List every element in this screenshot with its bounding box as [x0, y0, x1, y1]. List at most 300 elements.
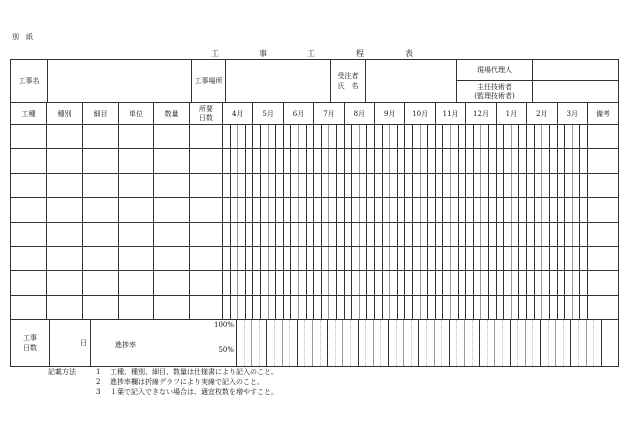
- schedule-cell[interactable]: [420, 295, 428, 319]
- schedule-cell[interactable]: [375, 198, 383, 222]
- table-cell[interactable]: [190, 125, 223, 149]
- site-field[interactable]: [226, 60, 331, 103]
- schedule-cell[interactable]: [397, 173, 405, 197]
- schedule-cell[interactable]: [314, 125, 322, 149]
- schedule-cell[interactable]: [473, 295, 481, 319]
- schedule-cell[interactable]: [511, 222, 519, 246]
- schedule-cell[interactable]: [451, 295, 459, 319]
- schedule-cell[interactable]: [549, 271, 557, 295]
- schedule-cell[interactable]: [344, 149, 352, 173]
- schedule-cell[interactable]: [230, 295, 238, 319]
- schedule-cell[interactable]: [390, 198, 398, 222]
- schedule-cell[interactable]: [299, 198, 307, 222]
- schedule-cell[interactable]: [238, 125, 246, 149]
- schedule-cell[interactable]: [253, 125, 261, 149]
- schedule-cell[interactable]: [572, 125, 580, 149]
- schedule-cell[interactable]: [344, 246, 352, 270]
- schedule-cell[interactable]: [511, 125, 519, 149]
- schedule-cell[interactable]: [223, 149, 231, 173]
- schedule-cell[interactable]: [481, 149, 489, 173]
- schedule-cell[interactable]: [527, 149, 535, 173]
- table-cell[interactable]: [119, 198, 154, 222]
- table-cell[interactable]: [154, 125, 190, 149]
- schedule-cell[interactable]: [314, 222, 322, 246]
- schedule-cell[interactable]: [489, 149, 497, 173]
- schedule-cell[interactable]: [489, 125, 497, 149]
- schedule-cell[interactable]: [299, 295, 307, 319]
- schedule-cell[interactable]: [565, 173, 573, 197]
- table-cell[interactable]: [154, 271, 190, 295]
- schedule-cell[interactable]: [329, 271, 337, 295]
- schedule-cell[interactable]: [321, 173, 329, 197]
- schedule-cell[interactable]: [344, 222, 352, 246]
- schedule-cell[interactable]: [420, 198, 428, 222]
- schedule-cell[interactable]: [405, 271, 413, 295]
- table-cell[interactable]: [11, 125, 47, 149]
- schedule-cell[interactable]: [397, 198, 405, 222]
- schedule-cell[interactable]: [283, 125, 291, 149]
- schedule-cell[interactable]: [504, 149, 512, 173]
- schedule-cell[interactable]: [580, 246, 588, 270]
- schedule-cell[interactable]: [223, 198, 231, 222]
- schedule-cell[interactable]: [276, 173, 284, 197]
- schedule-cell[interactable]: [542, 198, 550, 222]
- schedule-cell[interactable]: [504, 246, 512, 270]
- table-cell[interactable]: [190, 271, 223, 295]
- schedule-cell[interactable]: [268, 198, 276, 222]
- schedule-cell[interactable]: [451, 246, 459, 270]
- table-cell[interactable]: [190, 246, 223, 270]
- schedule-cell[interactable]: [291, 271, 299, 295]
- schedule-cell[interactable]: [291, 295, 299, 319]
- schedule-cell[interactable]: [420, 222, 428, 246]
- table-cell[interactable]: [11, 295, 47, 319]
- schedule-cell[interactable]: [337, 198, 345, 222]
- progress-chart-area[interactable]: [237, 320, 619, 367]
- schedule-cell[interactable]: [504, 295, 512, 319]
- schedule-cell[interactable]: [473, 198, 481, 222]
- schedule-cell[interactable]: [534, 173, 542, 197]
- schedule-cell[interactable]: [496, 149, 504, 173]
- schedule-cell[interactable]: [291, 173, 299, 197]
- schedule-cell[interactable]: [352, 198, 360, 222]
- schedule-cell[interactable]: [542, 149, 550, 173]
- schedule-cell[interactable]: [580, 125, 588, 149]
- schedule-cell[interactable]: [549, 173, 557, 197]
- schedule-cell[interactable]: [329, 246, 337, 270]
- table-cell[interactable]: [11, 222, 47, 246]
- schedule-cell[interactable]: [511, 246, 519, 270]
- table-cell[interactable]: [83, 246, 119, 270]
- schedule-cell[interactable]: [238, 198, 246, 222]
- schedule-cell[interactable]: [527, 198, 535, 222]
- schedule-cell[interactable]: [321, 295, 329, 319]
- schedule-cell[interactable]: [580, 271, 588, 295]
- schedule-cell[interactable]: [390, 295, 398, 319]
- schedule-cell[interactable]: [557, 149, 565, 173]
- schedule-cell[interactable]: [572, 271, 580, 295]
- table-cell[interactable]: [47, 295, 83, 319]
- schedule-cell[interactable]: [580, 149, 588, 173]
- schedule-cell[interactable]: [549, 125, 557, 149]
- schedule-cell[interactable]: [253, 246, 261, 270]
- schedule-cell[interactable]: [527, 295, 535, 319]
- schedule-cell[interactable]: [299, 222, 307, 246]
- schedule-cell[interactable]: [390, 173, 398, 197]
- table-cell[interactable]: [47, 222, 83, 246]
- table-cell[interactable]: [11, 198, 47, 222]
- schedule-cell[interactable]: [253, 198, 261, 222]
- schedule-cell[interactable]: [382, 125, 390, 149]
- schedule-cell[interactable]: [276, 271, 284, 295]
- schedule-cell[interactable]: [390, 222, 398, 246]
- schedule-cell[interactable]: [572, 198, 580, 222]
- schedule-cell[interactable]: [359, 295, 367, 319]
- schedule-cell[interactable]: [283, 271, 291, 295]
- schedule-cell[interactable]: [451, 149, 459, 173]
- schedule-cell[interactable]: [291, 246, 299, 270]
- remarks-cell[interactable]: [587, 149, 618, 173]
- schedule-cell[interactable]: [557, 271, 565, 295]
- schedule-cell[interactable]: [542, 173, 550, 197]
- schedule-cell[interactable]: [557, 295, 565, 319]
- schedule-cell[interactable]: [527, 173, 535, 197]
- schedule-cell[interactable]: [428, 222, 436, 246]
- schedule-cell[interactable]: [534, 271, 542, 295]
- contractor-field[interactable]: [366, 60, 457, 103]
- schedule-cell[interactable]: [352, 125, 360, 149]
- schedule-cell[interactable]: [230, 198, 238, 222]
- schedule-cell[interactable]: [230, 222, 238, 246]
- schedule-cell[interactable]: [321, 222, 329, 246]
- schedule-cell[interactable]: [329, 173, 337, 197]
- schedule-cell[interactable]: [473, 125, 481, 149]
- table-cell[interactable]: [190, 198, 223, 222]
- table-cell[interactable]: [154, 173, 190, 197]
- table-cell[interactable]: [11, 271, 47, 295]
- schedule-cell[interactable]: [253, 222, 261, 246]
- schedule-cell[interactable]: [238, 246, 246, 270]
- schedule-cell[interactable]: [443, 149, 451, 173]
- table-cell[interactable]: [119, 125, 154, 149]
- schedule-cell[interactable]: [443, 246, 451, 270]
- table-cell[interactable]: [119, 246, 154, 270]
- schedule-cell[interactable]: [420, 173, 428, 197]
- schedule-cell[interactable]: [268, 295, 276, 319]
- remarks-cell[interactable]: [587, 295, 618, 319]
- schedule-cell[interactable]: [489, 295, 497, 319]
- schedule-cell[interactable]: [291, 222, 299, 246]
- schedule-cell[interactable]: [542, 295, 550, 319]
- schedule-cell[interactable]: [511, 271, 519, 295]
- schedule-cell[interactable]: [443, 125, 451, 149]
- schedule-cell[interactable]: [276, 149, 284, 173]
- schedule-cell[interactable]: [565, 125, 573, 149]
- schedule-cell[interactable]: [511, 149, 519, 173]
- table-cell[interactable]: [119, 222, 154, 246]
- schedule-cell[interactable]: [390, 271, 398, 295]
- schedule-cell[interactable]: [223, 222, 231, 246]
- schedule-cell[interactable]: [496, 198, 504, 222]
- schedule-cell[interactable]: [549, 149, 557, 173]
- schedule-cell[interactable]: [519, 198, 527, 222]
- table-cell[interactable]: [47, 198, 83, 222]
- table-cell[interactable]: [154, 246, 190, 270]
- schedule-cell[interactable]: [496, 246, 504, 270]
- schedule-cell[interactable]: [466, 173, 474, 197]
- schedule-cell[interactable]: [451, 198, 459, 222]
- schedule-cell[interactable]: [283, 198, 291, 222]
- schedule-cell[interactable]: [359, 222, 367, 246]
- schedule-cell[interactable]: [359, 173, 367, 197]
- schedule-cell[interactable]: [367, 149, 375, 173]
- schedule-cell[interactable]: [443, 271, 451, 295]
- schedule-cell[interactable]: [344, 125, 352, 149]
- schedule-cell[interactable]: [253, 173, 261, 197]
- schedule-cell[interactable]: [367, 271, 375, 295]
- schedule-cell[interactable]: [473, 222, 481, 246]
- schedule-cell[interactable]: [397, 149, 405, 173]
- schedule-cell[interactable]: [519, 125, 527, 149]
- schedule-cell[interactable]: [253, 149, 261, 173]
- schedule-cell[interactable]: [238, 149, 246, 173]
- table-cell[interactable]: [154, 198, 190, 222]
- schedule-cell[interactable]: [261, 246, 269, 270]
- schedule-cell[interactable]: [382, 149, 390, 173]
- schedule-cell[interactable]: [283, 149, 291, 173]
- schedule-cell[interactable]: [375, 295, 383, 319]
- schedule-cell[interactable]: [413, 173, 421, 197]
- schedule-cell[interactable]: [253, 271, 261, 295]
- schedule-cell[interactable]: [245, 222, 253, 246]
- schedule-cell[interactable]: [413, 295, 421, 319]
- table-cell[interactable]: [83, 222, 119, 246]
- schedule-cell[interactable]: [397, 222, 405, 246]
- schedule-cell[interactable]: [542, 125, 550, 149]
- schedule-cell[interactable]: [375, 125, 383, 149]
- table-cell[interactable]: [47, 125, 83, 149]
- schedule-cell[interactable]: [352, 295, 360, 319]
- schedule-cell[interactable]: [542, 271, 550, 295]
- schedule-cell[interactable]: [557, 173, 565, 197]
- schedule-cell[interactable]: [458, 198, 466, 222]
- schedule-cell[interactable]: [557, 222, 565, 246]
- schedule-cell[interactable]: [261, 125, 269, 149]
- schedule-cell[interactable]: [519, 222, 527, 246]
- table-cell[interactable]: [47, 149, 83, 173]
- schedule-cell[interactable]: [458, 222, 466, 246]
- table-cell[interactable]: [47, 173, 83, 197]
- schedule-cell[interactable]: [375, 271, 383, 295]
- schedule-cell[interactable]: [443, 222, 451, 246]
- schedule-cell[interactable]: [481, 198, 489, 222]
- schedule-cell[interactable]: [390, 125, 398, 149]
- schedule-cell[interactable]: [458, 271, 466, 295]
- schedule-cell[interactable]: [466, 271, 474, 295]
- schedule-cell[interactable]: [230, 149, 238, 173]
- schedule-cell[interactable]: [519, 246, 527, 270]
- schedule-cell[interactable]: [435, 125, 443, 149]
- schedule-cell[interactable]: [238, 173, 246, 197]
- schedule-cell[interactable]: [352, 246, 360, 270]
- schedule-cell[interactable]: [223, 295, 231, 319]
- schedule-cell[interactable]: [489, 222, 497, 246]
- schedule-cell[interactable]: [466, 222, 474, 246]
- schedule-cell[interactable]: [283, 222, 291, 246]
- schedule-cell[interactable]: [238, 222, 246, 246]
- schedule-cell[interactable]: [306, 125, 314, 149]
- schedule-cell[interactable]: [451, 173, 459, 197]
- schedule-cell[interactable]: [306, 246, 314, 270]
- schedule-cell[interactable]: [549, 246, 557, 270]
- schedule-cell[interactable]: [321, 246, 329, 270]
- schedule-cell[interactable]: [565, 222, 573, 246]
- schedule-cell[interactable]: [382, 246, 390, 270]
- remarks-cell[interactable]: [587, 173, 618, 197]
- schedule-cell[interactable]: [337, 149, 345, 173]
- schedule-cell[interactable]: [245, 173, 253, 197]
- schedule-cell[interactable]: [337, 125, 345, 149]
- schedule-cell[interactable]: [489, 173, 497, 197]
- schedule-cell[interactable]: [245, 198, 253, 222]
- schedule-cell[interactable]: [352, 271, 360, 295]
- table-cell[interactable]: [119, 295, 154, 319]
- schedule-cell[interactable]: [466, 295, 474, 319]
- schedule-cell[interactable]: [435, 173, 443, 197]
- schedule-cell[interactable]: [367, 246, 375, 270]
- schedule-cell[interactable]: [276, 125, 284, 149]
- schedule-cell[interactable]: [382, 271, 390, 295]
- schedule-cell[interactable]: [405, 149, 413, 173]
- schedule-cell[interactable]: [565, 246, 573, 270]
- schedule-cell[interactable]: [428, 295, 436, 319]
- schedule-cell[interactable]: [230, 246, 238, 270]
- schedule-cell[interactable]: [451, 271, 459, 295]
- schedule-cell[interactable]: [542, 222, 550, 246]
- schedule-cell[interactable]: [420, 246, 428, 270]
- schedule-cell[interactable]: [458, 295, 466, 319]
- schedule-cell[interactable]: [580, 198, 588, 222]
- schedule-cell[interactable]: [268, 125, 276, 149]
- schedule-cell[interactable]: [527, 271, 535, 295]
- schedule-cell[interactable]: [557, 246, 565, 270]
- schedule-cell[interactable]: [283, 295, 291, 319]
- schedule-cell[interactable]: [375, 149, 383, 173]
- schedule-cell[interactable]: [268, 222, 276, 246]
- schedule-cell[interactable]: [466, 125, 474, 149]
- schedule-cell[interactable]: [519, 173, 527, 197]
- schedule-cell[interactable]: [504, 173, 512, 197]
- schedule-cell[interactable]: [565, 198, 573, 222]
- schedule-cell[interactable]: [572, 246, 580, 270]
- table-cell[interactable]: [190, 149, 223, 173]
- schedule-cell[interactable]: [428, 271, 436, 295]
- schedule-cell[interactable]: [557, 198, 565, 222]
- schedule-cell[interactable]: [291, 149, 299, 173]
- schedule-cell[interactable]: [337, 246, 345, 270]
- schedule-cell[interactable]: [549, 222, 557, 246]
- schedule-cell[interactable]: [511, 198, 519, 222]
- schedule-cell[interactable]: [496, 125, 504, 149]
- schedule-cell[interactable]: [405, 198, 413, 222]
- table-cell[interactable]: [83, 198, 119, 222]
- table-cell[interactable]: [154, 149, 190, 173]
- table-cell[interactable]: [190, 295, 223, 319]
- schedule-cell[interactable]: [352, 222, 360, 246]
- schedule-cell[interactable]: [542, 246, 550, 270]
- schedule-cell[interactable]: [238, 271, 246, 295]
- schedule-cell[interactable]: [405, 246, 413, 270]
- schedule-cell[interactable]: [261, 198, 269, 222]
- schedule-cell[interactable]: [268, 173, 276, 197]
- table-cell[interactable]: [190, 222, 223, 246]
- schedule-cell[interactable]: [359, 246, 367, 270]
- schedule-cell[interactable]: [534, 295, 542, 319]
- schedule-cell[interactable]: [496, 271, 504, 295]
- schedule-cell[interactable]: [481, 222, 489, 246]
- schedule-cell[interactable]: [527, 222, 535, 246]
- schedule-cell[interactable]: [382, 198, 390, 222]
- schedule-cell[interactable]: [572, 173, 580, 197]
- project-name-field[interactable]: [48, 60, 192, 103]
- schedule-cell[interactable]: [413, 246, 421, 270]
- schedule-cell[interactable]: [466, 149, 474, 173]
- schedule-cell[interactable]: [268, 246, 276, 270]
- table-cell[interactable]: [154, 295, 190, 319]
- schedule-cell[interactable]: [291, 198, 299, 222]
- schedule-cell[interactable]: [367, 295, 375, 319]
- schedule-cell[interactable]: [405, 295, 413, 319]
- schedule-cell[interactable]: [458, 149, 466, 173]
- schedule-cell[interactable]: [321, 149, 329, 173]
- table-cell[interactable]: [11, 173, 47, 197]
- schedule-cell[interactable]: [367, 173, 375, 197]
- table-cell[interactable]: [83, 271, 119, 295]
- schedule-cell[interactable]: [230, 125, 238, 149]
- schedule-cell[interactable]: [359, 198, 367, 222]
- schedule-cell[interactable]: [413, 198, 421, 222]
- schedule-cell[interactable]: [337, 173, 345, 197]
- schedule-cell[interactable]: [511, 295, 519, 319]
- table-cell[interactable]: [83, 173, 119, 197]
- schedule-cell[interactable]: [344, 198, 352, 222]
- schedule-cell[interactable]: [527, 125, 535, 149]
- schedule-cell[interactable]: [337, 222, 345, 246]
- table-cell[interactable]: [83, 125, 119, 149]
- schedule-cell[interactable]: [359, 125, 367, 149]
- schedule-cell[interactable]: [413, 125, 421, 149]
- schedule-cell[interactable]: [382, 173, 390, 197]
- schedule-cell[interactable]: [397, 246, 405, 270]
- schedule-cell[interactable]: [382, 222, 390, 246]
- schedule-cell[interactable]: [344, 295, 352, 319]
- schedule-cell[interactable]: [359, 149, 367, 173]
- table-cell[interactable]: [11, 149, 47, 173]
- schedule-cell[interactable]: [359, 271, 367, 295]
- schedule-cell[interactable]: [337, 271, 345, 295]
- schedule-cell[interactable]: [314, 246, 322, 270]
- schedule-cell[interactable]: [276, 295, 284, 319]
- schedule-cell[interactable]: [306, 149, 314, 173]
- schedule-cell[interactable]: [306, 173, 314, 197]
- schedule-cell[interactable]: [443, 295, 451, 319]
- schedule-cell[interactable]: [549, 198, 557, 222]
- schedule-cell[interactable]: [261, 149, 269, 173]
- schedule-cell[interactable]: [352, 173, 360, 197]
- schedule-cell[interactable]: [534, 222, 542, 246]
- schedule-cell[interactable]: [451, 222, 459, 246]
- schedule-cell[interactable]: [375, 246, 383, 270]
